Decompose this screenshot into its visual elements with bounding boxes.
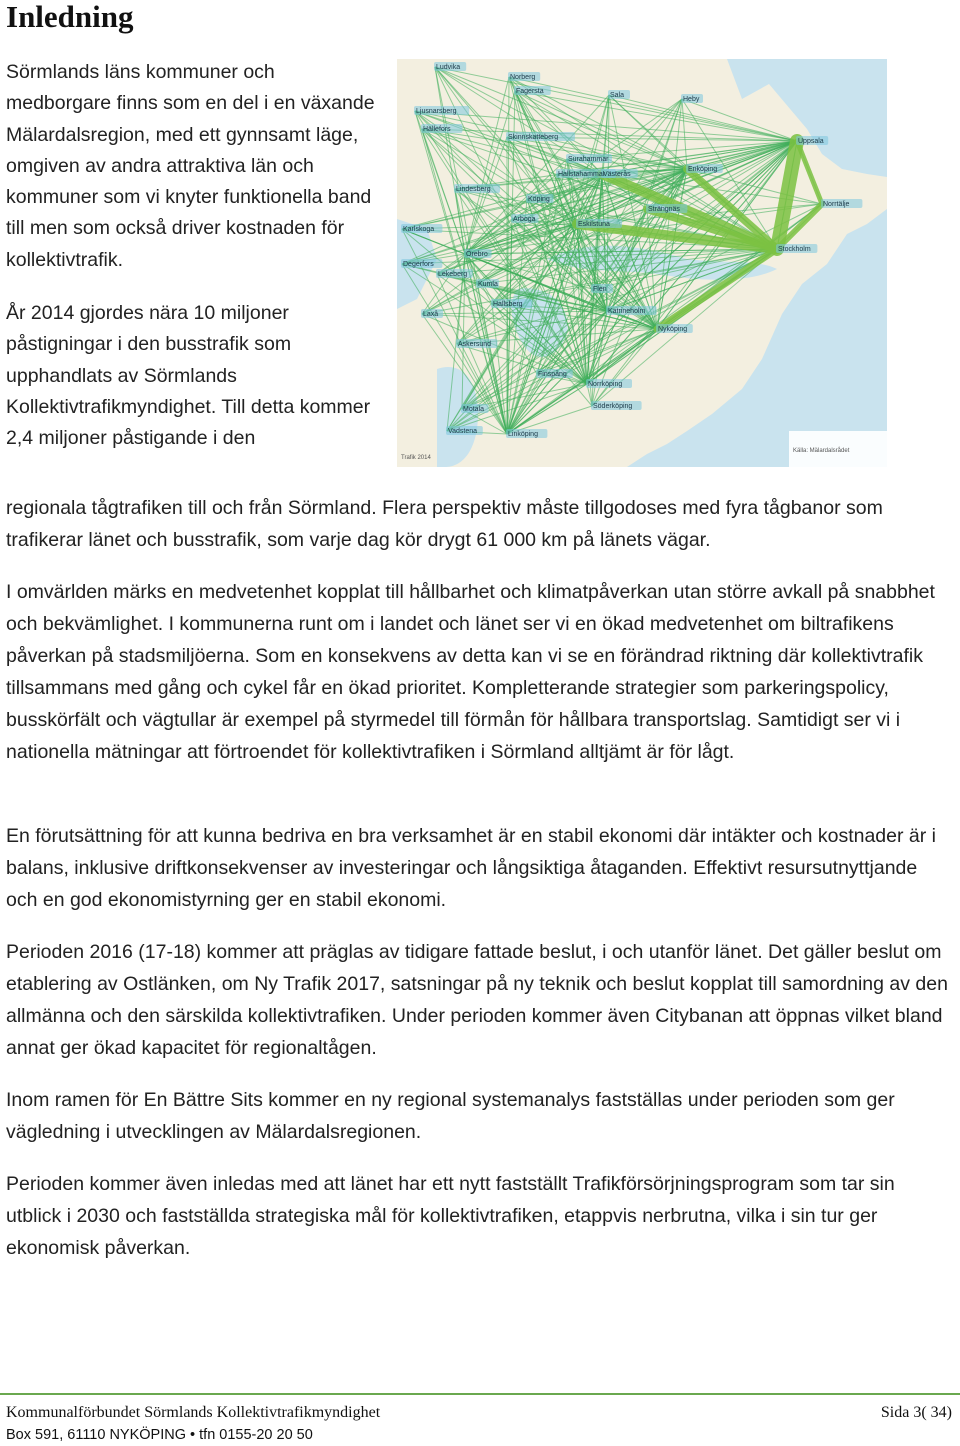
municipality-label-linkoping: Linköping — [508, 431, 538, 438]
paragraph-5: Perioden kommer även inledas med att länet har ett nytt fastställt Trafikförsörjningsprogram som tar sin utblick i 2030 och fastställda strategiska mål för kollektivtrafiken, etappvis nerbrutna, vilka i sin tur ger ekonomisk påverkan. — [6, 1173, 895, 1259]
intro-paragraph-1: Sörmlands läns kommuner och medborgare finns som en del i en växande Mälardalsregion, med ett gynnsamt läge, omgiven av andra attraktiva län och kommuner som vi knyter funktionella band till men som också driver kostnaden för kollektivtrafik. — [6, 61, 375, 271]
intro-paragraph-2-start: År 2014 gjordes nära 10 miljoner påstigningar i den busstrafik som upphandlats av Sörmlands Kollektivtrafikmyndighet. Till detta kommer 2,4 miljoner påstigande i den — [6, 302, 371, 450]
municipality-label-lekeberg: Lekeberg — [438, 271, 468, 278]
municipality-label-kumla: Kumla — [478, 281, 498, 288]
municipality-label-karlskoga: Karlskoga — [403, 226, 435, 233]
municipality-label-ludvika: Ludvika — [436, 64, 461, 71]
intro-paragraph-2-end: regionala tågtrafiken till och från Sörmland. Flera perspektiv måste tillgodoses med fyra tågbanor som trafikerar länet och busstrafik, som varje dag kör drygt 61 000 km på länets vägar. — [6, 497, 883, 551]
paragraph-1: I omvärlden märks en medvetenhet kopplat till hållbarhet och klimatpåverkan utan större avkall på snabbhet och bekvämlighet. I kommunerna runt om i landet och länet ser vi en ökad medvetenhet om biltrafikens påverkan på stadsmiljöerna. Som en konsekvens av detta kan vi se en förändrad riktning där kollektivtrafik tillsammans med gång och cykel får en ökad prioritet. Kompletterande strategier som parkeringspolicy, busskörfält och vägtullar är exempel på styrmedel till förmån för hållbara transportslag. Samtidigt ser vi i nationella mätningar att förtroendet för kollektivtrafiken i Sörmland alltjämt är för lågt. — [6, 581, 935, 763]
municipality-label-norberg: Norberg — [510, 74, 536, 81]
municipality-label-heby: Heby — [683, 96, 700, 103]
municipality-label-nykoping: Nyköping — [658, 326, 688, 333]
municipality-label-flen: Flen — [593, 286, 607, 293]
page-heading: Inledning — [6, 0, 134, 34]
footer-page-number: Sida 3( 34) — [880, 1404, 952, 1421]
municipality-label-soderkoping: Söderköping — [593, 403, 633, 410]
municipality-label-koping: Köping — [528, 196, 550, 203]
municipality-label-fagersta: Fagersta — [516, 88, 544, 95]
municipality-label-orebro: Örebro — [466, 251, 488, 258]
paragraph-2: En förutsättning för att kunna bedriva en bra verksamhet är en stabil ekonomi där intäkter och kostnader är i balans, inklusive driftkonsekvenser av investeringar och långsiktiga åtaganden. Effektivt resursutnyttjande och en god ekonomistyrning ger en stabil ekonomi. — [6, 825, 937, 911]
traffic-flow-map-graphic — [397, 59, 887, 467]
municipality-label-skinnskatteberg: Skinnskatteberg — [508, 134, 559, 141]
municipality-label-motala: Motala — [463, 406, 485, 413]
municipality-label-uppsala: Uppsala — [798, 138, 824, 145]
municipality-label-finspang: Finspång — [538, 371, 567, 378]
municipality-label-vadstena: Vadstena — [448, 428, 478, 435]
municipality-label-strangnas: Strängnäs — [648, 206, 680, 213]
footer-organization: Kommunalförbundet Sörmlands Kollektivtrafikmyndighet — [6, 1404, 381, 1421]
municipality-label-surahammar: Surahammar — [568, 156, 609, 163]
municipality-label-askersund: Askersund — [458, 341, 492, 348]
map-source-label: Källa: Mälardalsrådet — [793, 448, 850, 454]
intro-text — [6, 57, 376, 455]
municipality-label-arboga: Arboga — [513, 216, 536, 223]
municipality-label-hallstahammar: Hallstahammar — [558, 171, 606, 178]
municipality-label-vasteras: Västerås — [603, 171, 631, 178]
municipality-label-sala: Sala — [610, 92, 625, 99]
municipality-label-laxa: Laxå — [423, 311, 439, 318]
municipality-label-enkoping: Enköping — [688, 166, 718, 173]
paragraph-4: Inom ramen för En Bättre Sits kommer en ny regional systemanalys fastställas under perioden som ger vägledning i utvecklingen av Mälardalsregionen. — [6, 1089, 895, 1143]
map-year-label: Trafik 2014 — [401, 455, 431, 461]
municipality-label-degerfors: Degerfors — [403, 261, 434, 268]
paragraph-3: Perioden 2016 (17-18) kommer att präglas av tidigare fattade beslut, i och utanför länet. Det gäller beslut om etablering av Ostlänken, om Ny Trafik 2017, satsningar på ny teknik och beslut kopplat till samordning av den allmänna och den särskilda kollektivtrafiken. Under perioden kommer även Citybanan att öppnas vilket bland annat ger ökad kapacitet för regionaltågen. — [6, 941, 948, 1059]
municipality-label-hallefors: Hällefors — [423, 126, 451, 133]
municipality-label-lindesberg: Lindesberg — [456, 186, 491, 193]
municipality-label-hallsberg: Hallsberg — [493, 301, 523, 308]
footer-address: Box 591, 61110 NYKÖPING • tfn 0155-20 20 50 — [6, 1427, 313, 1443]
municipality-label-norrkoping: Norrköping — [588, 381, 623, 388]
traffic-flow-map — [397, 59, 887, 467]
municipality-label-stockholm: Stockholm — [778, 246, 811, 253]
municipality-label-eskilstuna: Eskilstuna — [578, 221, 610, 228]
municipality-label-ljusnarsberg: Ljusnarsberg — [416, 108, 457, 115]
footer-divider — [0, 1393, 960, 1395]
municipality-label-norrtalje: Norrtälje — [823, 201, 850, 208]
municipality-label-katrineholm: Katrineholm — [608, 308, 646, 315]
